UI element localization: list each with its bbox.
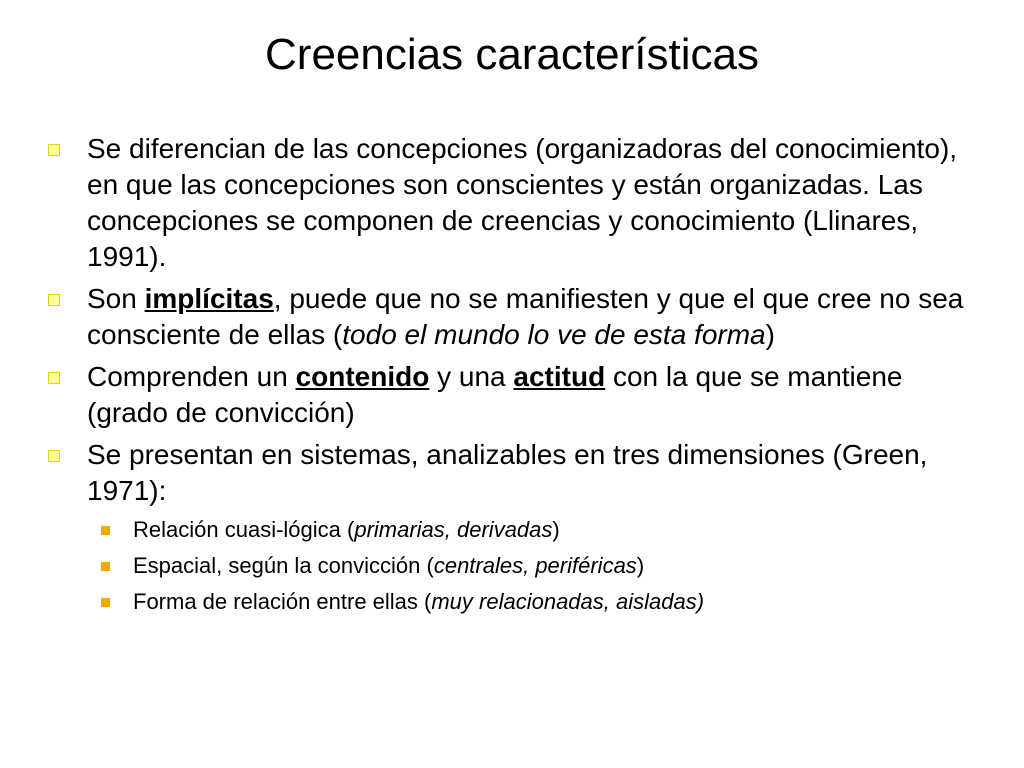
bullet-implicitas [48, 281, 978, 353]
slide-title: Creencias características [265, 30, 759, 79]
sub-bullet-text: Forma de relación entre ellas ( [133, 589, 432, 614]
sub-bullet-list [87, 512, 978, 620]
bullet-list [48, 131, 978, 626]
bullet-sistemas [48, 437, 978, 620]
sub-bullet-text: Relación cuasi-lógica ( [133, 517, 355, 542]
bullet-text-post: con la que se mantiene (grado de convicción) [87, 361, 903, 428]
bullet-keyword-actitud: actitud [513, 361, 606, 392]
bullet-text-post: , puede que no se manifiesten y que el que cree no sea consciente de ellas ( [87, 283, 964, 350]
sub-bullet-forma-relacion [101, 584, 978, 620]
sub-bullet-espacial [101, 548, 978, 584]
bullet-contenido-actitud [48, 359, 978, 431]
sub-bullet-text: Espacial, según la convicción ( [133, 553, 434, 578]
bullet-text-end: ) [765, 319, 775, 350]
bullet-text-pre: Comprenden un [87, 361, 296, 392]
bullet-text-mid: y una [429, 361, 514, 392]
bullet-text: Se diferencian de las concepciones (organizadoras del conocimiento), en que las concepciones son conscientes y están organizadas. Las concepciones se componen de creencias y conocimiento (Llinares, 1991). [87, 133, 958, 272]
bullet-concepciones [48, 131, 978, 275]
sub-bullet-end: ) [552, 517, 560, 542]
bullet-italic: todo el mundo lo ve de esta forma [342, 319, 766, 350]
sub-bullet-italic: muy relacionadas, aisladas) [431, 589, 705, 614]
bullet-text: Se presentan en sistemas, analizables en tres dimensiones (Green, 1971): [87, 439, 928, 506]
sub-bullet-italic: primarias, derivadas [354, 517, 553, 542]
bullet-text-pre: Son [87, 283, 145, 314]
bullet-keyword: implícitas [144, 283, 274, 314]
sub-bullet-cuasi-logica [101, 512, 978, 548]
sub-bullet-end: ) [636, 553, 645, 578]
sub-bullet-italic: centrales, periféricas [433, 553, 637, 578]
bullet-keyword-contenido: contenido [295, 361, 430, 392]
